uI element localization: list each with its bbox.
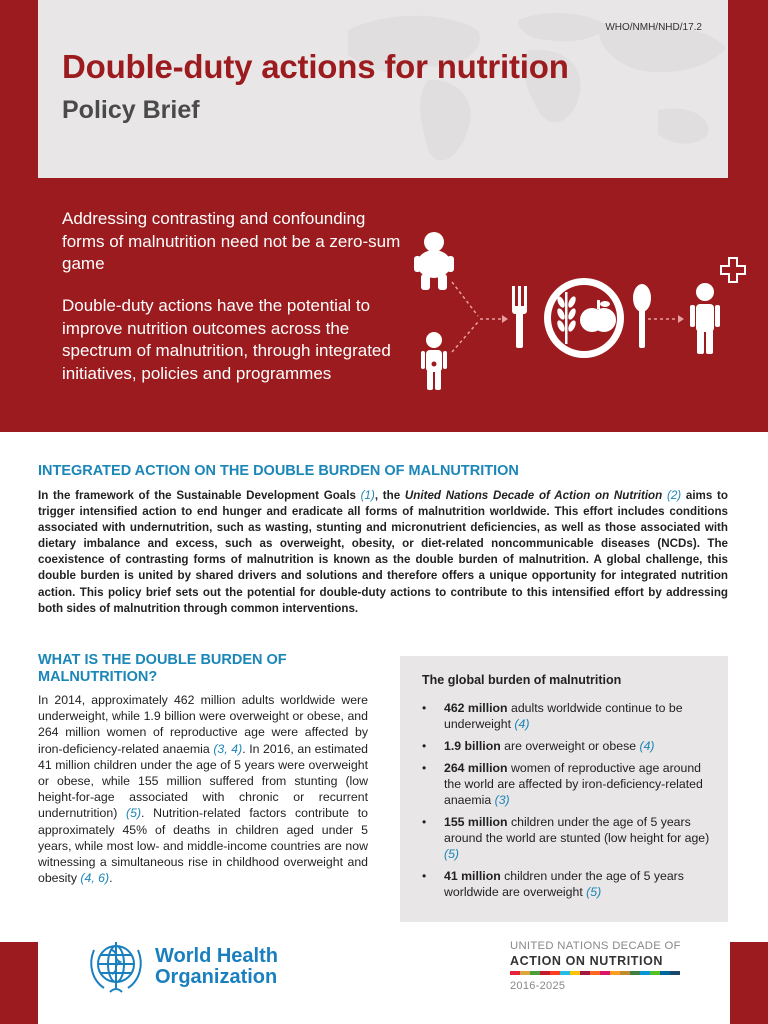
stat-text: are overweight or obese [500,739,640,753]
nutrition-infographic [408,222,748,402]
color-strip-segment [620,971,630,975]
child-thin-icon [421,332,447,390]
text-run-italic: United Nations Decade of Action on Nutrition [404,489,663,502]
color-strip-segment [520,971,530,975]
bullet-icon: • [422,739,427,753]
reference-link[interactable]: (3, 4) [213,741,243,756]
color-strip-segment [610,971,620,975]
color-strip-segment [670,971,680,975]
reference-link[interactable]: (4) [514,717,530,731]
bullet-icon: • [422,815,427,829]
stat-text: women of reproductive age around the world are affected by iron-deficiency-related anaemia [444,761,703,807]
global-burden-title: The global burden of malnutrition [422,673,622,687]
un-decade-line2: ACTION ON NUTRITION [510,954,664,968]
stat-value: 264 million [444,761,508,775]
color-strip-segment [570,971,580,975]
color-strip-segment [640,971,650,975]
stat-text: children under the age of 5 years around the world are stunted (low height for age) [444,815,710,845]
document-code: WHO/NMH/NHD/17.2 [605,22,702,33]
footer-accent-left [0,942,38,1024]
list-item [420,868,720,900]
page-title: Double-duty actions for nutrition [62,48,569,85]
list-item [420,760,720,808]
section-paragraph-integrated-action [38,488,728,617]
bullet-icon: • [422,761,427,775]
stat-text: adults worldwide continue to be underweight [444,701,683,731]
spoon-icon [633,284,651,348]
color-strip-segment [530,971,540,975]
reference-link[interactable]: (5) [126,806,142,821]
stat-text: children under the age of 5 years worldwide are overweight [444,869,684,899]
who-name-line2: Organization [155,966,278,988]
page-subtitle: Policy Brief [62,96,200,124]
reference-link[interactable]: (5) [444,847,460,861]
text-run: In the framework of the Sustainable Development Goals [38,489,361,502]
child-overweight-icon [414,232,454,290]
reference-link[interactable]: (2) [666,489,682,502]
color-strip-segment [580,971,590,975]
text-run: aims to trigger intensified action to end hunger and eradicate all forms of malnutrition worldwide. This effort includes conditions associated with undernutrition, such as wasting, stunting and micronutrient deficiencies, as well as those associated with dietary imbalance and excess, such as overweight, obesity, or diet-related noncommunicable diseases (NCDs). The coexistence of contrasting forms of malnutrition is known as the double burden of malnutrition. A global challenge, this double burden is united by shared drivers and solutions and therefore offers a unique opportunity for integrated nutrition action. This policy brief sets out the potential for double-duty actions to contribute to this intensified effort by addressing both sides of malnutrition through common interventions. [38,489,728,615]
footer-accent-right [730,942,768,1024]
color-strip-segment [560,971,570,975]
section-heading-integrated-action: INTEGRATED ACTION ON THE DOUBLE BURDEN OF MALNUTRITION [38,463,519,479]
bullet-icon: • [422,701,427,715]
who-logo-text [155,946,278,988]
color-strip-segment [630,971,640,975]
healthy-child-icon [690,283,720,354]
reference-link[interactable]: (4) [639,739,655,753]
color-strip-segment [650,971,660,975]
stat-value: 462 million [444,701,508,715]
who-emblem-icon [84,936,148,998]
text-run: . Nutrition-related factors contribute to approximately 45% of deaths in children aged under 5 years, while most low- and middle-income countries are now witnessing a simultaneous rise in childhood overweight and obesity [38,806,368,886]
list-item [420,738,720,754]
text-run: In 2014, approximately 462 million adults worldwide were underweight, while 1.9 billion were overweight or obese, and 264 million women of reproductive age were affected by iron-deficiency-related anaemia [38,693,368,756]
color-strip-segment [660,971,670,975]
color-strip-segment [590,971,600,975]
reference-link[interactable]: (4, 6) [80,871,110,886]
text-run: , the [374,489,405,502]
health-cross-icon [721,258,745,282]
section-heading-double-burden: WHAT IS THE DOUBLE BURDEN OF MALNUTRITION? [38,652,287,685]
lead-paragraph-1: Addressing contrasting and confounding forms of malnutrition need not be a zero-sum game [62,209,401,273]
reference-link[interactable]: (5) [586,885,602,899]
title-box [38,0,728,178]
lead-paragraph-2: Double-duty actions have the potential to improve nutrition outcomes across the spectrum of malnutrition, through integrated initiatives, policies and programmes [62,296,391,383]
reference-link[interactable]: (1) [360,489,375,502]
color-strip-segment [550,971,560,975]
reference-link[interactable]: (3) [494,793,510,807]
global-burden-panel [400,656,728,922]
text-run: . [109,871,113,886]
fork-icon [512,286,527,348]
who-name-line1: World Health [155,945,278,967]
list-item [420,814,720,862]
un-decade-color-strip [510,971,680,975]
bullet-icon: • [422,869,427,883]
un-decade-line1: UNITED NATIONS DECADE OF [510,940,681,952]
stat-value: 1.9 billion [444,739,501,753]
color-strip-segment [510,971,520,975]
section-paragraph-double-burden [38,692,368,886]
text-run: . In 2016, an estimated 41 million children under the age of 5 years were overweight or obese, while 155 million suffered from stunting (low height-for-age associated with chronic or recurrent undernutrition) [38,741,368,821]
stat-value: 155 million [444,815,508,829]
color-strip-segment [600,971,610,975]
un-decade-years: 2016-2025 [510,980,566,992]
global-burden-list [420,700,720,906]
color-strip-segment [540,971,550,975]
stat-value: 41 million [444,869,501,883]
list-item [420,700,720,732]
